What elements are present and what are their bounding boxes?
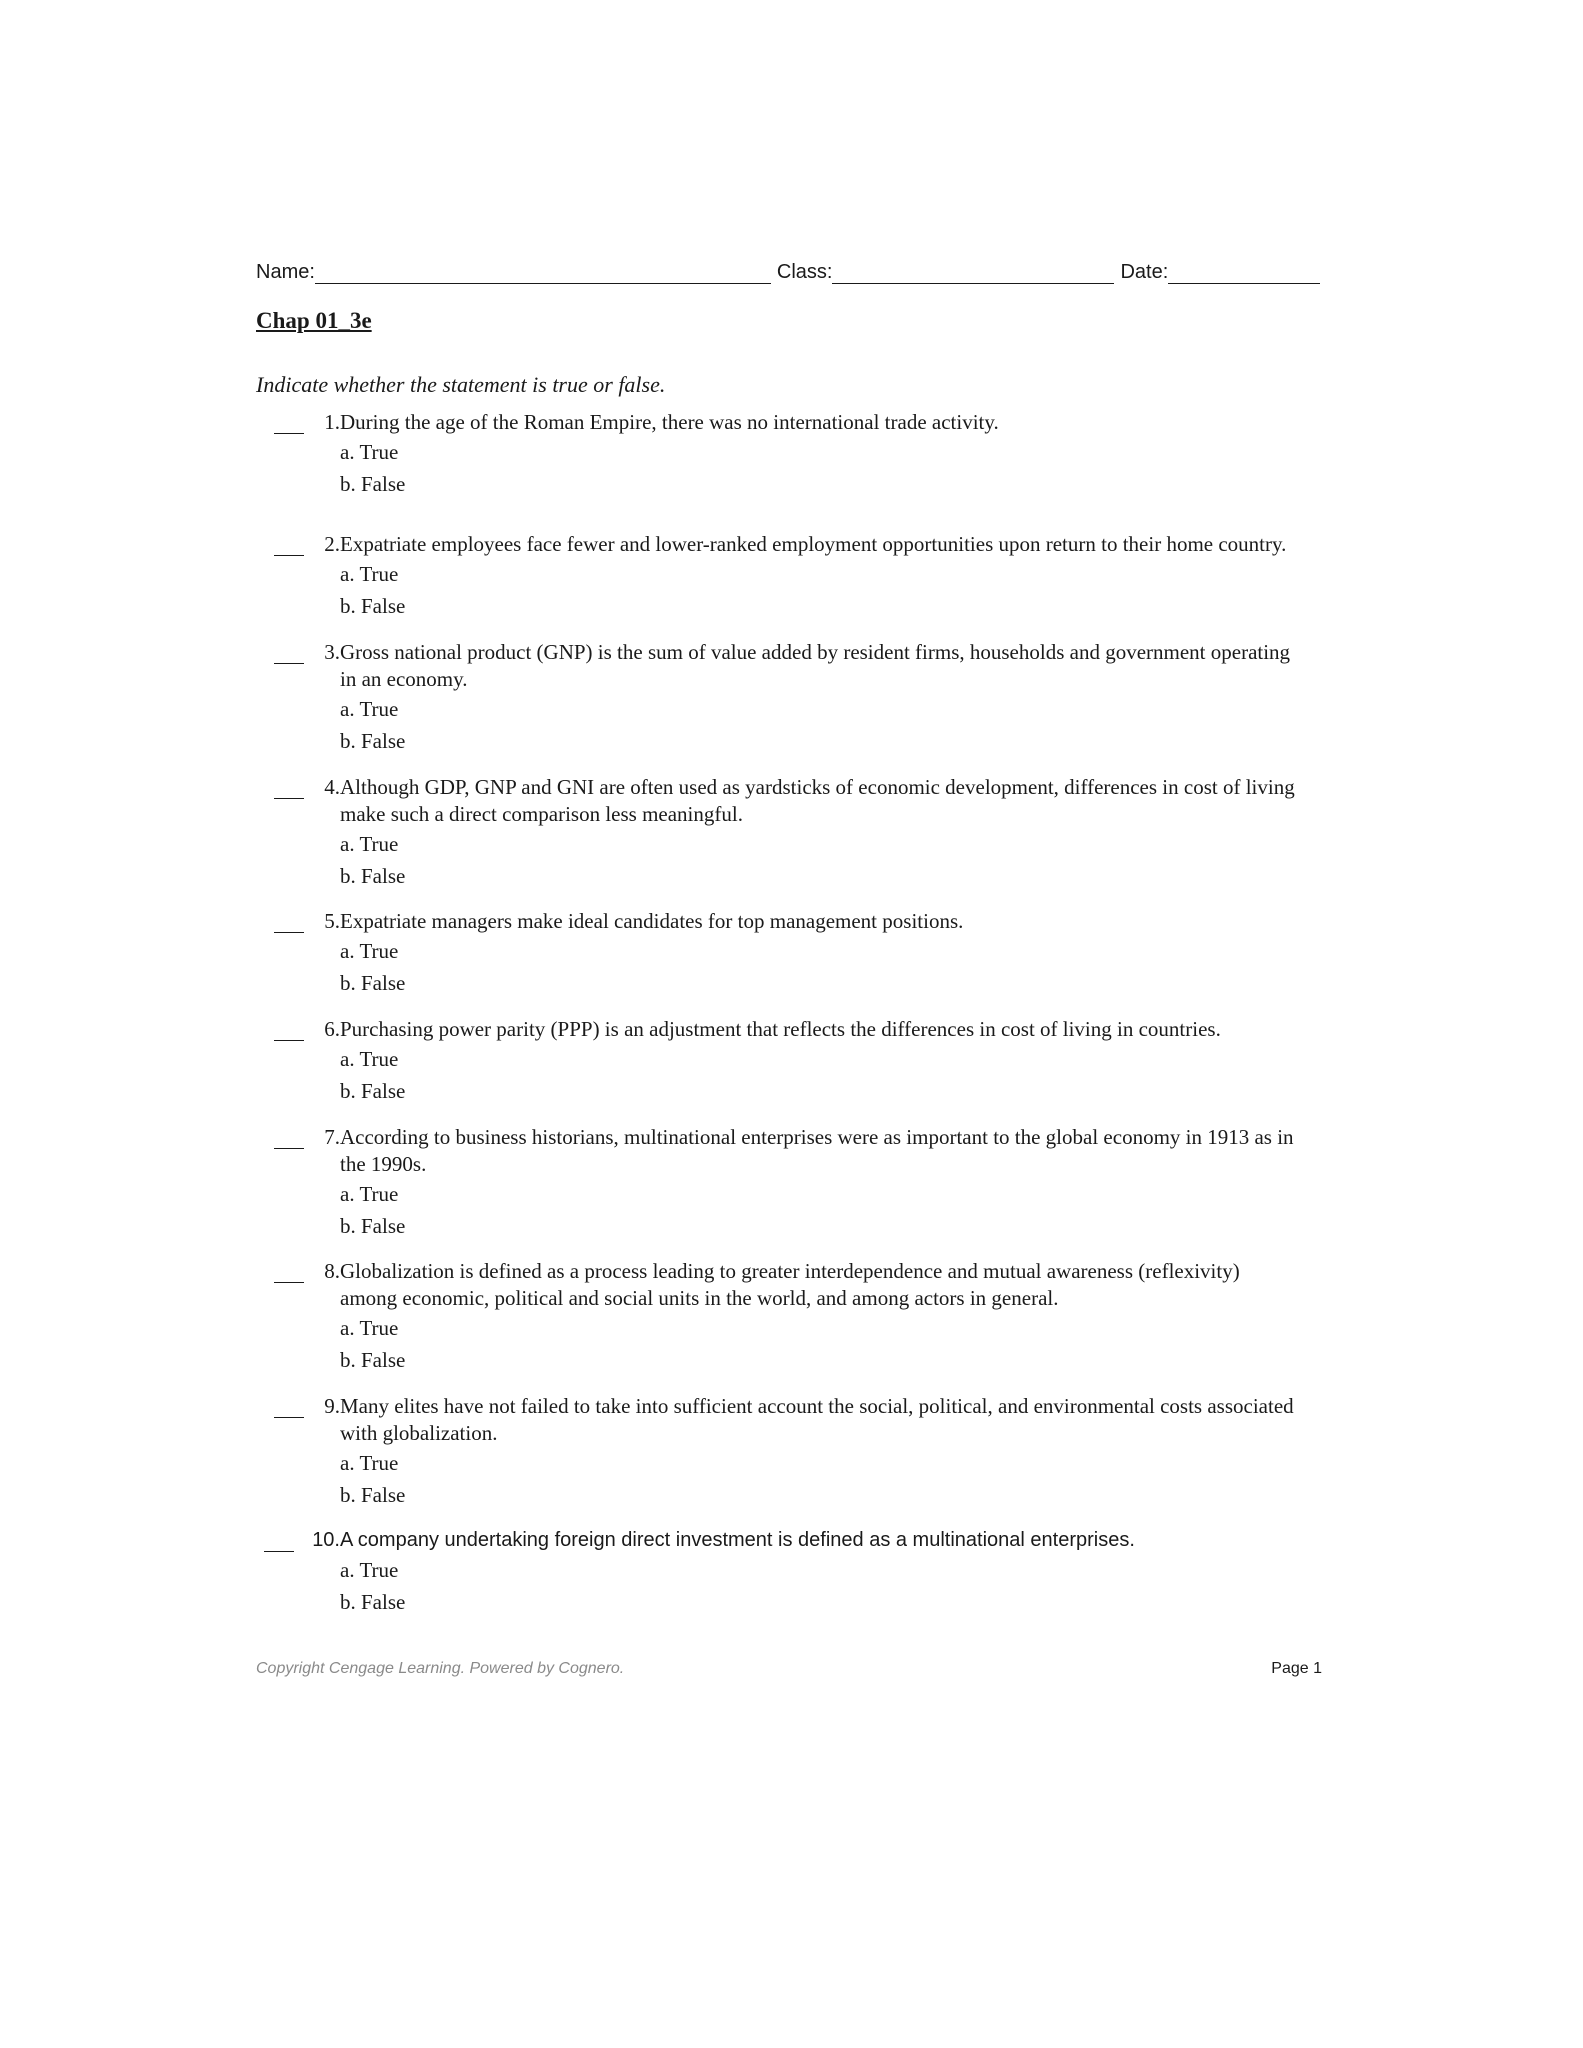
option-false: b. False: [340, 729, 406, 753]
option-false: b. False: [340, 594, 406, 618]
option-true: a. True: [340, 1316, 399, 1340]
option-true: a. True: [340, 562, 399, 586]
question-text: During the age of the Roman Empire, there was no international trade activity.: [340, 410, 999, 434]
chapter-title: Chap 01_3e: [256, 308, 372, 333]
date-label: Date:: [1120, 261, 1169, 283]
answer-blank[interactable]: [274, 1393, 304, 1418]
copyright-footer: Copyright Cengage Learning. Powered by Cognero.: [256, 1660, 625, 1677]
question-number: 9.: [324, 1394, 340, 1418]
question-number: 10.: [312, 1529, 340, 1551]
question-text: Globalization is defined as a process leading to greater interdependence and mutual awareness (reflexivity) among economic, political and social units in the world, and among actors in general.: [340, 1259, 1240, 1310]
option-true: a. True: [340, 697, 399, 721]
option-false: b. False: [340, 1483, 406, 1507]
name-label: Name:: [256, 261, 315, 283]
question-number: 2.: [324, 532, 340, 556]
student-info-header: [256, 256, 1322, 284]
question-number: 6.: [324, 1017, 340, 1041]
option-false: b. False: [340, 1214, 406, 1238]
answer-blank[interactable]: [264, 1527, 294, 1552]
question-text: Gross national product (GNP) is the sum of value added by resident firms, households and government operating in an economy.: [340, 640, 1291, 691]
question-text: Expatriate managers make ideal candidates for top management positions.: [340, 909, 964, 933]
option-false: b. False: [340, 1590, 406, 1614]
question-number: 7.: [324, 1125, 340, 1149]
class-label: Class:: [776, 261, 833, 283]
question-number: 1.: [324, 410, 340, 434]
question-text: A company undertaking foreign direct investment is defined as a multinational enterprises.: [340, 1529, 1135, 1551]
question-number: 3.: [324, 640, 340, 664]
date-field[interactable]: [1168, 263, 1320, 284]
answer-blank[interactable]: [274, 531, 304, 556]
answer-blank[interactable]: [274, 1016, 304, 1041]
question-text: Expatriate employees face fewer and lower-ranked employment opportunities upon return to their home country.: [340, 532, 1287, 556]
option-true: a. True: [340, 939, 399, 963]
name-field[interactable]: [315, 263, 771, 284]
option-false: b. False: [340, 472, 406, 496]
answer-blank[interactable]: [274, 1124, 304, 1149]
option-true: a. True: [340, 1047, 399, 1071]
option-false: b. False: [340, 864, 406, 888]
question-number: 4.: [324, 775, 340, 799]
question-number: 8.: [324, 1259, 340, 1283]
option-true: a. True: [340, 1182, 399, 1206]
answer-blank[interactable]: [274, 639, 304, 664]
option-true: a. True: [340, 440, 399, 464]
class-field[interactable]: [832, 263, 1114, 284]
answer-blank[interactable]: [274, 409, 304, 434]
answer-blank[interactable]: [274, 774, 304, 799]
option-true: a. True: [340, 1558, 399, 1582]
option-true: a. True: [340, 832, 399, 856]
answer-blank[interactable]: [274, 1258, 304, 1283]
option-false: b. False: [340, 1348, 406, 1372]
question-text: Purchasing power parity (PPP) is an adjustment that reflects the differences in cost of living in countries.: [340, 1017, 1221, 1041]
question-text: Although GDP, GNP and GNI are often used as yardsticks of economic development, differences in cost of living make such a direct comparison less meaningful.: [340, 775, 1295, 826]
option-false: b. False: [340, 971, 406, 995]
option-true: a. True: [340, 1451, 399, 1475]
question-text: According to business historians, multinational enterprises were as important to the global economy in 1913 as in the 1990s.: [340, 1125, 1294, 1176]
question-text: Many elites have not failed to take into sufficient account the social, political, and environmental costs associated with globalization.: [340, 1394, 1294, 1445]
answer-blank[interactable]: [274, 908, 304, 933]
page-number: Page 1: [1271, 1660, 1322, 1677]
option-false: b. False: [340, 1079, 406, 1103]
instructions: Indicate whether the statement is true or false.: [256, 372, 666, 397]
worksheet-page: [256, 0, 1322, 2048]
question-number: 5.: [324, 909, 340, 933]
